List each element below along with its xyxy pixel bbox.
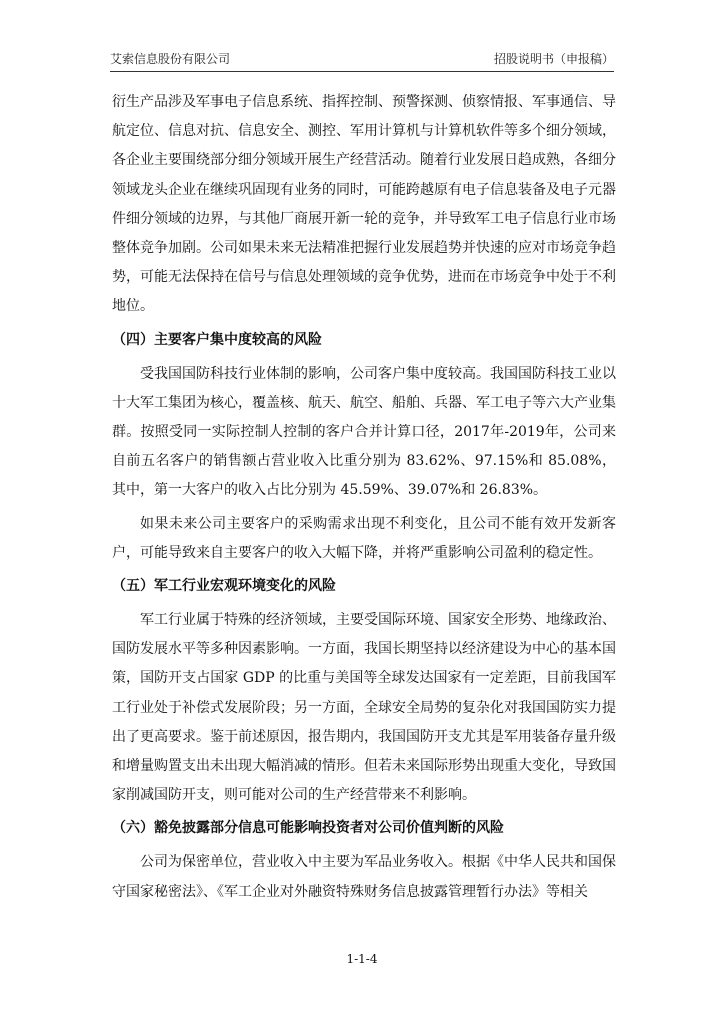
header-divider [110, 71, 614, 72]
paragraph-competition-risk-continued: 衍生产品涉及军事电子信息系统、指挥控制、预警探测、侦察情报、军事通信、导航定位、信息对抗、信息安全、测控、军用计算机与计算机软件等多个细分领域，各企业主要围绕部分细分领域开展生产经营活动。随着行业发展日趋成熟，各细分领域龙头企业在继续巩固现有业务的同时，可能跨越原有电子信息装备及电子元器件细分领域的边界，与其他厂商展开新一轮的竞争，并导致军工电子信息行业市场整体竞争加剧。公司如果未来无法精准把握行业发展趋势并快速的应对市场竞争趋势，可能无法保持在信号与信息处理领域的竞争优势，进而在市场竞争中处于不利地位。 [112, 94, 616, 315]
section-heading-macro-environment: （五）军工行业宏观环境变化的风险 [112, 578, 336, 595]
document-body [112, 88, 616, 907]
page-header [110, 50, 614, 70]
page-number: 1-1-4 [346, 952, 378, 966]
header-document-title: 招股说明书（申报稿） [493, 52, 614, 66]
paragraph-customer-demand-risk: 如果未来公司主要客户的采购需求出现不利变化，且公司不能有效开发新客户，可能导致来自主要客户的收入大幅下降，并将严重影响公司盈利的稳定性。 [112, 515, 616, 561]
paragraph-customer-concentration: 受我国国防科技行业体制的影响，公司客户集中度较高。我国国防科技工业以十大军工集团为核心，覆盖核、航天、航空、船舶、兵器、军工电子等六大产业集群。按照受同一实际控制人控制的客户合并计算口径，2017年-2019年，公司来自前五名客户的销售额占营业收入比重分别为 83.62%、97.15%和 85.08%，其中，第一大客户的收入占比分别为 45.59%、39.07%和 26.83%。 [112, 365, 616, 499]
section-heading-customer-concentration: （四）主要客户集中度较高的风险 [112, 331, 322, 348]
header-company-name: 艾索信息股份有限公司 [110, 52, 231, 66]
paragraph-macro-environment: 军工行业属于特殊的经济领域，主要受国际环境、国家安全形势、地缘政治、国防发展水平等多种因素影响。一方面，我国长期坚持以经济建设为中心的基本国策，国防开支占国家 GDP 的比重与美国等全球发达国家有一定差距，目前我国军工行业处于补偿式发展阶段；另一方面，全球安全局势的复杂化对我国国防实力提出了更高要求。鉴于前述原因，报告期内，我国国防开支尤其是军用装备存量升级和增量购置支出未出现大幅消减的情形。但若未来国际形势出现重大变化，导致国家削减国防开支，则可能对公司的生产经营带来不利影响。 [112, 612, 616, 804]
section-heading-disclosure-exemption: （六）豁免披露部分信息可能影响投资者对公司价值判断的风险 [112, 820, 504, 837]
paragraph-disclosure-exemption: 公司为保密单位，营业收入中主要为军品业务收入。根据《中华人民共和国保守国家秘密法》、《军工企业对外融资特殊财务信息披露管理暂行办法》等相关 [112, 854, 616, 900]
